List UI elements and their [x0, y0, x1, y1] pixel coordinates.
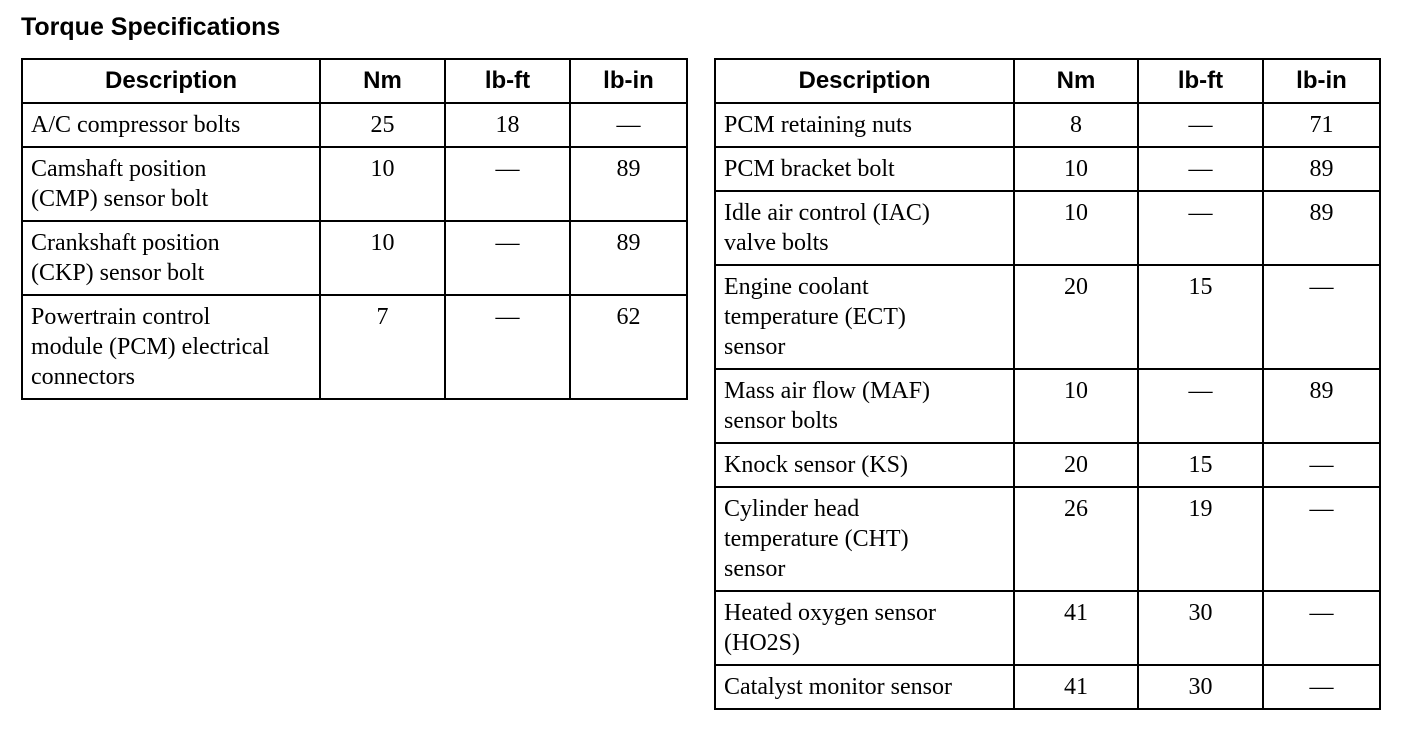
description-cell [22, 147, 320, 221]
table-row [22, 295, 687, 399]
header-row [22, 59, 687, 103]
lbin-cell: — [1263, 487, 1380, 591]
lbin-cell: — [1263, 665, 1380, 709]
table-row [715, 487, 1380, 591]
table-row [715, 369, 1380, 443]
nm-cell: 26 [1014, 487, 1138, 591]
description-text: Crankshaft position (CKP) sensor bolt [31, 230, 220, 286]
description-text: Mass air flow (MAF) sensor bolts [724, 378, 930, 434]
table-row [715, 591, 1380, 665]
lbin-cell: 89 [1263, 191, 1380, 265]
lbin-cell: — [1263, 443, 1380, 487]
description-cell: A/C compressor bolts [22, 103, 320, 147]
lbft-cell: — [445, 295, 570, 399]
table-row [22, 221, 687, 295]
lbft-cell: 15 [1138, 265, 1263, 369]
header-description: Description [715, 59, 1014, 103]
description-cell: Knock sensor (KS) [715, 443, 1014, 487]
torque-table-right [714, 58, 1381, 710]
nm-cell: 25 [320, 103, 445, 147]
description-cell: PCM bracket bolt [715, 147, 1014, 191]
lbft-cell: — [445, 147, 570, 221]
lbft-cell: 15 [1138, 443, 1263, 487]
table-row [715, 191, 1380, 265]
description-text: Camshaft position (CMP) sensor bolt [31, 156, 209, 212]
lbin-cell: — [1263, 591, 1380, 665]
lbft-cell: — [445, 221, 570, 295]
header-lbft: lb-ft [1138, 59, 1263, 103]
nm-cell: 8 [1014, 103, 1138, 147]
description-cell [22, 221, 320, 295]
nm-cell: 10 [1014, 369, 1138, 443]
description-text: Powertrain control module (PCM) electrical connectors [31, 304, 270, 390]
header-row [715, 59, 1380, 103]
lbin-cell: 62 [570, 295, 687, 399]
description-text: Heated oxygen sensor (HO2S) [724, 600, 936, 656]
description-cell [22, 295, 320, 399]
lbin-cell: 71 [1263, 103, 1380, 147]
nm-cell: 10 [320, 147, 445, 221]
lbin-cell: 89 [570, 147, 687, 221]
nm-cell: 41 [1014, 665, 1138, 709]
nm-cell: 20 [1014, 443, 1138, 487]
lbft-cell: 30 [1138, 591, 1263, 665]
header-lbin: lb-in [1263, 59, 1380, 103]
header-lbft: lb-ft [445, 59, 570, 103]
description-cell [715, 591, 1014, 665]
table-row [715, 265, 1380, 369]
table-row [715, 665, 1380, 709]
lbin-cell: 89 [1263, 147, 1380, 191]
description-cell: Catalyst monitor sensor [715, 665, 1014, 709]
description-cell [715, 191, 1014, 265]
description-text: Cylinder head temperature (CHT) sensor [724, 496, 909, 582]
nm-cell: 41 [1014, 591, 1138, 665]
nm-cell: 10 [1014, 191, 1138, 265]
description-cell [715, 369, 1014, 443]
nm-cell: 20 [1014, 265, 1138, 369]
table-row [715, 147, 1380, 191]
table-row [715, 443, 1380, 487]
torque-table-left [21, 58, 688, 400]
table-row [22, 147, 687, 221]
lbin-cell: — [1263, 265, 1380, 369]
lbin-cell: — [570, 103, 687, 147]
lbft-cell: 18 [445, 103, 570, 147]
nm-cell: 10 [1014, 147, 1138, 191]
description-cell [715, 265, 1014, 369]
lbft-cell: — [1138, 147, 1263, 191]
header-description: Description [22, 59, 320, 103]
description-text: Engine coolant temperature (ECT) sensor [724, 274, 906, 360]
description-text: Idle air control (IAC) valve bolts [724, 200, 930, 256]
lbft-cell: — [1138, 191, 1263, 265]
nm-cell: 7 [320, 295, 445, 399]
table-row [22, 103, 687, 147]
page-title: Torque Specifications [21, 13, 281, 41]
header-lbin: lb-in [570, 59, 687, 103]
lbin-cell: 89 [570, 221, 687, 295]
description-cell [715, 487, 1014, 591]
lbft-cell: — [1138, 103, 1263, 147]
table-row [715, 103, 1380, 147]
nm-cell: 10 [320, 221, 445, 295]
lbft-cell: 19 [1138, 487, 1263, 591]
lbft-cell: 30 [1138, 665, 1263, 709]
header-nm: Nm [320, 59, 445, 103]
header-nm: Nm [1014, 59, 1138, 103]
lbin-cell: 89 [1263, 369, 1380, 443]
description-cell: PCM retaining nuts [715, 103, 1014, 147]
lbft-cell: — [1138, 369, 1263, 443]
